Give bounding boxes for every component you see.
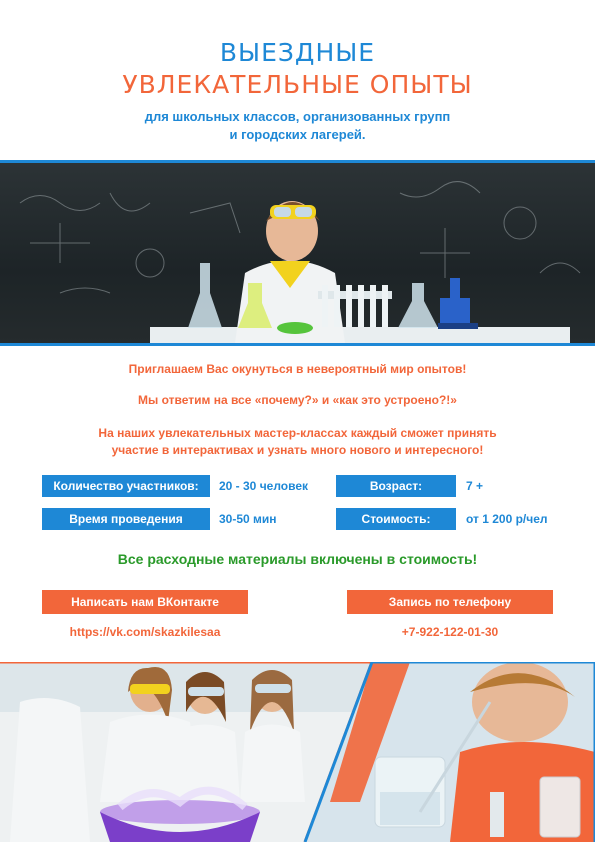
intro-line-1: Приглашаем Вас окунуться в невероятный мир опытов! [128, 362, 467, 376]
vk-button[interactable]: Написать нам ВКонтакте [42, 590, 248, 614]
subtitle-line-2: и городских лагерей. [229, 127, 366, 142]
phone-button[interactable]: Запись по телефону [347, 590, 553, 614]
age-label: Возраст: [336, 475, 456, 497]
bottom-photo-collage [0, 662, 595, 842]
age-value: 7 + [466, 479, 484, 493]
vk-link[interactable]: https://vk.com/skazkilesaa [69, 625, 221, 639]
title-line-2: УВЛЕКАТЕЛЬНЫЕ ОПЫТЫ [122, 70, 473, 99]
intro-line-2: Мы ответим на все «почему?» и «как это устроено?!» [138, 393, 457, 407]
participants-label: Количество участников: [42, 475, 210, 497]
price-label: Стоимость: [336, 508, 456, 530]
hero-photo-lab-boy [0, 160, 595, 346]
duration-value: 30-50 мин [219, 512, 277, 526]
subtitle [60, 108, 535, 144]
participants-value: 20 - 30 человек [219, 479, 309, 493]
included-note: Все расходные материалы включены в стоимость! [117, 551, 478, 567]
bottom-collage-illustration [0, 662, 595, 842]
phone-number[interactable]: +7-922-122-01-30 [401, 625, 499, 639]
title-line-1: ВЫЕЗДНЫЕ [219, 38, 376, 67]
duration-label: Время проведения [42, 508, 210, 530]
intro-line-3a: На наших увлекательных мастер-классах каждый сможет принять [98, 426, 497, 440]
intro-line-3b: участие в интерактивах и узнать много нового и интересного! [111, 443, 484, 457]
subtitle-line-1: для школьных классов, организованных групп [144, 109, 451, 124]
intro-paragraph [40, 425, 555, 459]
hero-photo-illustration [0, 163, 595, 343]
price-value: от 1 200 р/чел [466, 512, 548, 526]
